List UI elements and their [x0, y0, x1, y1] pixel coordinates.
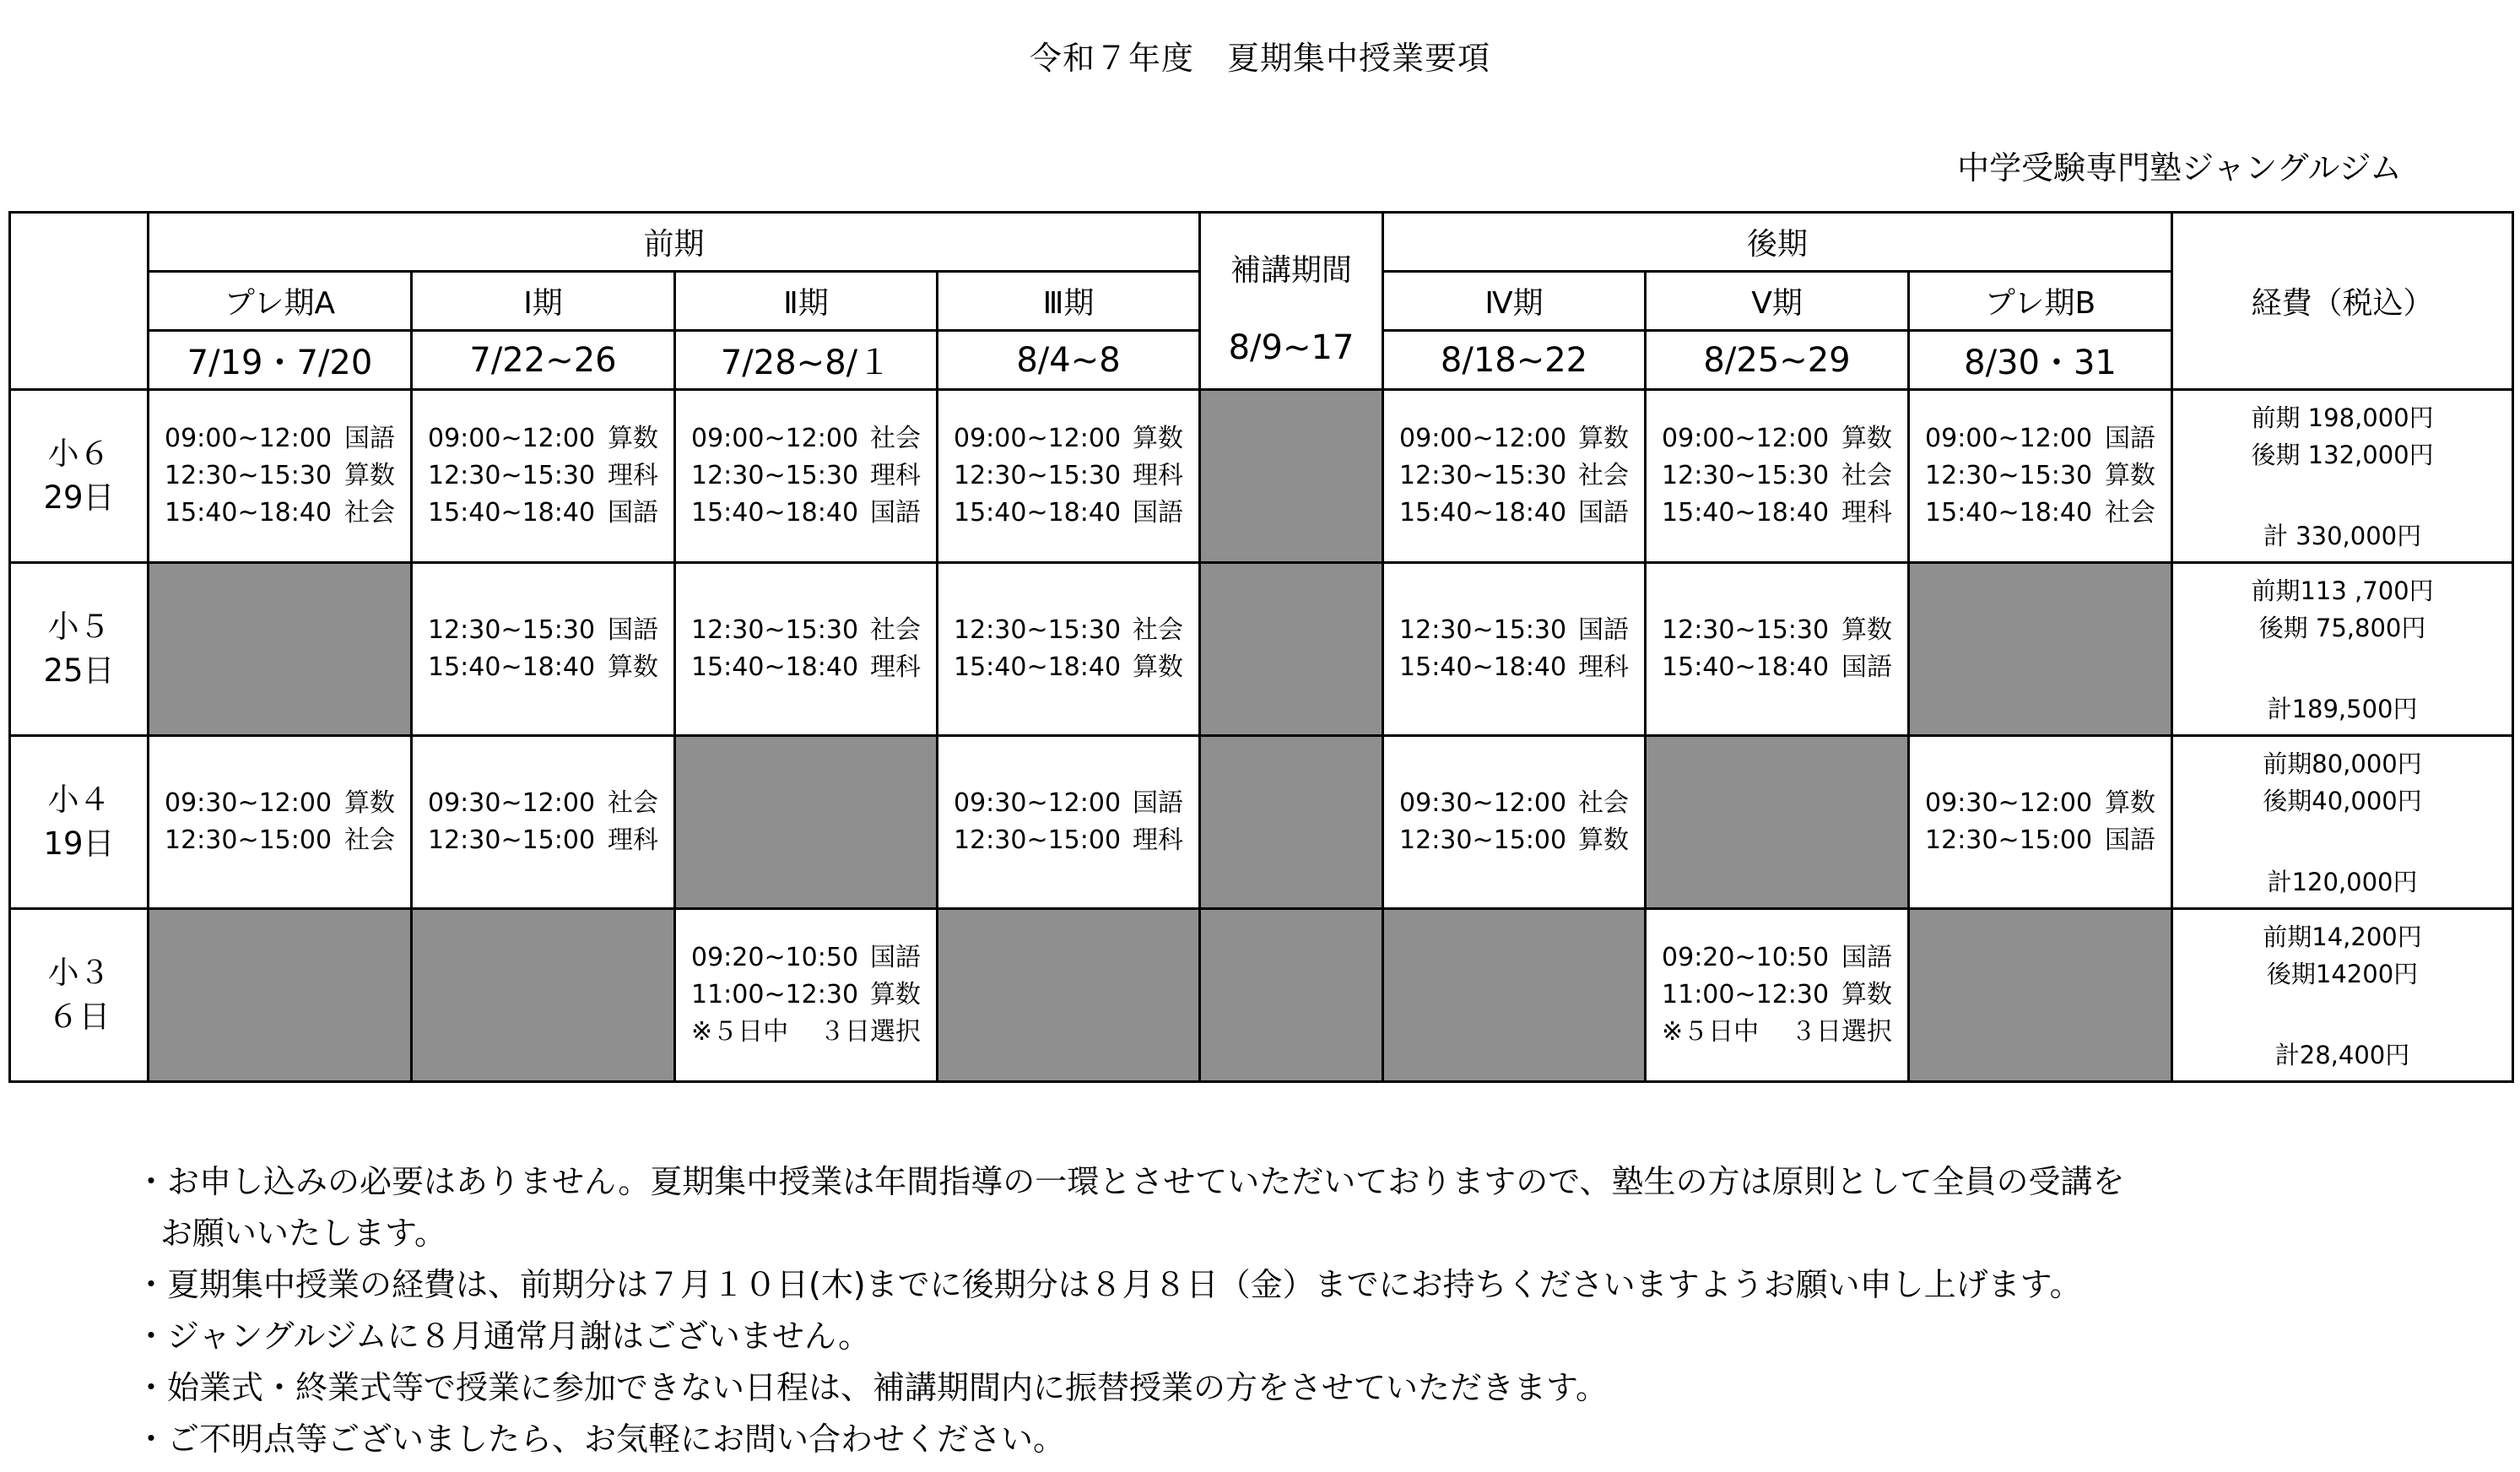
class-time: 15:40~18:40: [691, 652, 859, 682]
schedule-cell: [1646, 390, 1909, 563]
class-time: 09:30~12:00: [954, 788, 1122, 818]
period-date: 7/28~8/１: [675, 331, 938, 390]
class-line: [1399, 822, 1629, 859]
grade-row: [10, 909, 2513, 1082]
schedule-cell: [149, 390, 412, 563]
class-time: 12:30~15:30: [954, 615, 1122, 645]
class-subject: 算数: [608, 652, 658, 682]
class-subject: 理科: [870, 652, 921, 682]
school-name: 中学受験専門塾ジャングルジム: [1957, 149, 2402, 187]
class-time: 09:00~12:00: [1925, 424, 2093, 453]
class-line: [1662, 977, 1892, 1014]
class-line: [1925, 822, 2155, 859]
note-1-cont: お願いいたします。: [160, 1215, 446, 1252]
class-time: 09:00~12:00: [1662, 424, 1830, 453]
hoko-label: 補講期間: [1230, 253, 1353, 288]
class-time: 09:30~12:00: [428, 788, 596, 818]
class-subject: 国語: [1133, 498, 1184, 528]
grade-label: [10, 909, 149, 1082]
schedule-cell: [1909, 736, 2172, 909]
class-subject: 国語: [870, 498, 921, 528]
class-line: [1925, 785, 2155, 822]
class-subject: 国語: [1578, 498, 1630, 528]
empty-cell: [412, 909, 675, 1082]
class-subject: 理科: [870, 461, 921, 490]
class-subject: 理科: [1133, 825, 1184, 855]
class-time: 15:40~18:40: [1662, 652, 1830, 682]
class-time: 12:30~15:30: [1399, 461, 1567, 490]
note-2: ・夏期集中授業の経費は、前期分は７月１０日(木)までに後期分は８月８日（金）までにお持ちくださいますようお願い申し上げます。: [135, 1266, 2082, 1303]
class-time: 15:40~18:40: [165, 498, 333, 528]
grade-days: 19日: [43, 825, 115, 862]
period-date: 7/19・7/20: [149, 331, 412, 390]
class-time: 12:30~15:30: [691, 461, 859, 490]
class-subject: 社会: [1578, 788, 1630, 818]
class-subject: 算数: [1841, 424, 1893, 453]
class-line: [1925, 457, 2155, 495]
schedule-cell: [412, 390, 675, 563]
class-subject: 算数: [608, 424, 658, 453]
class-line: [1662, 939, 1892, 977]
class-subject: 算数: [1578, 825, 1630, 855]
class-time: 09:00~12:00: [165, 424, 333, 453]
class-line: [691, 612, 921, 649]
class-time: 12:30~15:30: [428, 615, 596, 645]
schedule-cell: [675, 390, 938, 563]
kouki-header: 後期: [1383, 213, 2172, 272]
class-line: [1662, 457, 1892, 495]
schedule-cell: [1383, 563, 1646, 736]
class-line: [1399, 785, 1629, 822]
class-line: [428, 649, 658, 686]
class-subject: ３日選択: [1791, 1017, 1893, 1047]
grade-row: [10, 563, 2513, 736]
class-time: 09:20~10:50: [1662, 943, 1830, 972]
cost-header: 経費（税込）: [2172, 213, 2513, 390]
grade-name: 小３: [47, 955, 111, 991]
class-time: 09:00~12:00: [428, 424, 596, 453]
class-subject: 社会: [2105, 498, 2156, 528]
class-line: [691, 939, 921, 977]
period-name: プレ期B: [1909, 272, 2172, 331]
class-subject: 社会: [870, 424, 921, 453]
schedule-cell: [675, 909, 938, 1082]
cost-periods: [2173, 918, 2512, 993]
class-time: ※５日中: [691, 1017, 789, 1047]
class-subject: 社会: [1841, 461, 1893, 490]
schedule-cell: [1383, 390, 1646, 563]
schedule-cell: [1909, 390, 2172, 563]
class-time: 15:40~18:40: [1399, 498, 1567, 528]
cost-kouki: 後期14200円: [2266, 960, 2419, 988]
class-time: 12:30~15:30: [954, 461, 1122, 490]
schedule-cell: [149, 736, 412, 909]
class-line: [691, 977, 921, 1014]
empty-cell: [1909, 909, 2172, 1082]
class-line: [691, 649, 921, 686]
cost-cell: [2172, 736, 2513, 909]
cost-total: 計28,400円: [2274, 1041, 2410, 1069]
cost-cell: [2172, 563, 2513, 736]
class-subject: 国語: [1841, 943, 1893, 972]
cost-total: 計189,500円: [2267, 695, 2418, 723]
class-line: [165, 495, 395, 532]
grade-days: 29日: [43, 479, 115, 516]
class-subject: 社会: [344, 498, 395, 528]
class-time: 09:20~10:50: [691, 943, 859, 972]
class-subject: 社会: [870, 615, 921, 645]
class-line: [1925, 495, 2155, 532]
class-subject: 国語: [2105, 825, 2156, 855]
schedule-cell: [938, 563, 1200, 736]
class-subject: 算数: [1578, 424, 1630, 453]
class-subject: 国語: [608, 615, 658, 645]
cost-cell: [2172, 909, 2513, 1082]
grade-row: [10, 736, 2513, 909]
cost-kouki: 後期 132,000円: [2251, 441, 2434, 469]
hoko-cell: [1200, 909, 1383, 1082]
class-subject: 理科: [1578, 652, 1630, 682]
class-time: 09:30~12:00: [1399, 788, 1567, 818]
note-4: ・始業式・終業式等で授業に参加できない日程は、補講期間内に振替授業の方をさせていただきます。: [135, 1369, 1608, 1406]
schedule-table: [8, 211, 2514, 1083]
grade-days: 25日: [43, 652, 115, 689]
corner-cell: [10, 213, 149, 390]
grade-name: 小５: [47, 609, 111, 645]
cost-total: 計 330,000円: [2263, 522, 2422, 550]
period-date: 7/22~26: [412, 331, 675, 390]
hoko-cell: [1200, 736, 1383, 909]
empty-cell: [675, 736, 938, 909]
class-time: 12:30~15:00: [1399, 825, 1567, 855]
class-subject: 算数: [1133, 424, 1184, 453]
period-name: Ⅲ期: [938, 272, 1200, 331]
class-subject: 国語: [1133, 788, 1184, 818]
class-time: 15:40~18:40: [1662, 498, 1830, 528]
schedule-cell: [675, 563, 938, 736]
class-line: [428, 495, 658, 532]
class-time: 12:30~15:30: [165, 461, 333, 490]
class-time: 09:30~12:00: [1925, 788, 2093, 818]
class-line: [1925, 420, 2155, 457]
class-subject: 理科: [1841, 498, 1893, 528]
class-time: 12:30~15:30: [691, 615, 859, 645]
class-subject: 社会: [608, 788, 658, 818]
class-line: [1662, 1014, 1892, 1051]
class-subject: 国語: [1578, 615, 1630, 645]
schedule-cell: [412, 736, 675, 909]
class-time: 12:30~15:00: [428, 825, 596, 855]
class-time: 12:30~15:30: [1399, 615, 1567, 645]
cost-periods: [2173, 572, 2512, 647]
schedule-cell: [1646, 563, 1909, 736]
empty-cell: [1909, 563, 2172, 736]
class-line: [954, 457, 1183, 495]
class-line: [165, 457, 395, 495]
class-line: [1662, 420, 1892, 457]
class-subject: 算数: [344, 788, 395, 818]
cost-cell: [2172, 390, 2513, 563]
zenki-header: 前期: [149, 213, 1200, 272]
class-line: [954, 420, 1183, 457]
period-name: Ⅰ期: [412, 272, 675, 331]
class-subject: 社会: [1578, 461, 1630, 490]
class-line: [165, 785, 395, 822]
grade-label: [10, 390, 149, 563]
class-time: 15:40~18:40: [954, 652, 1122, 682]
class-subject: 国語: [870, 943, 921, 972]
notes: [135, 1156, 2125, 1465]
hoko-cell: [1200, 390, 1383, 563]
cost-zenki: 前期 198,000円: [2251, 403, 2434, 432]
class-time: 12:30~15:00: [165, 825, 333, 855]
class-subject: 国語: [2105, 424, 2156, 453]
grade-name: 小６: [47, 436, 111, 472]
class-time: 09:00~12:00: [954, 424, 1122, 453]
empty-cell: [149, 909, 412, 1082]
class-line: [1399, 612, 1629, 649]
class-time: 09:00~12:00: [691, 424, 859, 453]
schedule-cell: [938, 736, 1200, 909]
class-line: [691, 1014, 921, 1051]
page-title: 令和７年度 夏期集中授業要項: [1029, 40, 1490, 77]
period-name: プレ期A: [149, 272, 412, 331]
class-line: [954, 495, 1183, 532]
empty-cell: [1383, 909, 1646, 1082]
class-line: [428, 420, 658, 457]
class-time: 15:40~18:40: [428, 498, 596, 528]
class-line: [165, 420, 395, 457]
period-name: Ⅳ期: [1383, 272, 1646, 331]
class-time: 12:30~15:30: [1925, 461, 2093, 490]
class-line: [1399, 495, 1629, 532]
class-line: [1662, 612, 1892, 649]
cost-kouki: 後期40,000円: [2263, 787, 2422, 815]
class-subject: 理科: [608, 461, 658, 490]
class-time: 12:30~15:30: [428, 461, 596, 490]
class-line: [954, 649, 1183, 686]
class-line: [691, 420, 921, 457]
class-subject: 算数: [1133, 652, 1184, 682]
class-time: 15:40~18:40: [428, 652, 596, 682]
class-time: 15:40~18:40: [954, 498, 1122, 528]
class-subject: 算数: [1841, 980, 1893, 1009]
class-line: [954, 612, 1183, 649]
schedule-cell: [1383, 736, 1646, 909]
grade-days: ６日: [47, 998, 111, 1035]
schedule-cell: [938, 390, 1200, 563]
cost-zenki: 前期14,200円: [2263, 923, 2422, 951]
class-line: [1399, 457, 1629, 495]
schedule-cell: [1646, 909, 1909, 1082]
class-time: 09:30~12:00: [165, 788, 333, 818]
grade-row: [10, 390, 2513, 563]
class-line: [691, 495, 921, 532]
class-line: [1399, 649, 1629, 686]
class-time: 09:00~12:00: [1399, 424, 1567, 453]
class-subject: 算数: [2105, 788, 2156, 818]
class-line: [165, 822, 395, 859]
class-line: [428, 457, 658, 495]
note-3: ・ジャングルジムに８月通常月謝はございません。: [135, 1318, 871, 1355]
class-time: 12:30~15:30: [1662, 615, 1830, 645]
class-line: [428, 785, 658, 822]
class-subject: 算数: [870, 980, 921, 1009]
class-time: 15:40~18:40: [691, 498, 859, 528]
cost-periods: [2173, 745, 2512, 820]
class-time: 12:30~15:00: [954, 825, 1122, 855]
cost-periods: [2173, 399, 2512, 474]
note-1: ・お申し込みの必要はありません。夏期集中授業は年間指導の一環とさせていただいておりますので、塾生の方は原則として全員の受講を: [135, 1163, 2125, 1200]
class-line: [954, 785, 1183, 822]
empty-cell: [149, 563, 412, 736]
class-time: 15:40~18:40: [1925, 498, 2093, 528]
cost-kouki: 後期 75,800円: [2258, 614, 2426, 642]
class-time: 12:30~15:30: [1662, 461, 1830, 490]
class-time: 11:00~12:30: [1662, 980, 1830, 1009]
class-subject: 算数: [344, 461, 395, 490]
class-time: ※５日中: [1662, 1017, 1760, 1047]
class-subject: ３日選択: [819, 1017, 921, 1047]
cost-total: 計120,000円: [2267, 868, 2418, 896]
class-line: [1662, 649, 1892, 686]
hoko-header: [1200, 213, 1383, 390]
period-name: Ⅴ期: [1646, 272, 1909, 331]
class-subject: 理科: [1133, 461, 1184, 490]
class-time: 11:00~12:30: [691, 980, 859, 1009]
class-subject: 国語: [1841, 652, 1893, 682]
grade-label: [10, 736, 149, 909]
grade-label: [10, 563, 149, 736]
period-date: 8/18~22: [1383, 331, 1646, 390]
class-subject: 算数: [1841, 615, 1893, 645]
empty-cell: [1646, 736, 1909, 909]
cost-zenki: 前期113 ,700円: [2251, 576, 2434, 605]
hoko-cell: [1200, 563, 1383, 736]
class-line: [428, 612, 658, 649]
class-subject: 社会: [1133, 615, 1184, 645]
class-subject: 理科: [608, 825, 658, 855]
class-subject: 国語: [608, 498, 658, 528]
class-subject: 社会: [344, 825, 395, 855]
class-line: [691, 457, 921, 495]
class-time: 15:40~18:40: [1399, 652, 1567, 682]
class-time: 12:30~15:00: [1925, 825, 2093, 855]
period-date: 8/25~29: [1646, 331, 1909, 390]
period-name: Ⅱ期: [675, 272, 938, 331]
empty-cell: [938, 909, 1200, 1082]
schedule-cell: [412, 563, 675, 736]
class-line: [954, 822, 1183, 859]
hoko-date: 8/9~17: [1228, 328, 1355, 367]
class-line: [1399, 420, 1629, 457]
grade-name: 小４: [47, 782, 111, 818]
class-line: [428, 822, 658, 859]
period-date: 8/30・31: [1909, 331, 2172, 390]
class-subject: 算数: [2105, 461, 2156, 490]
class-subject: 国語: [344, 424, 395, 453]
cost-zenki: 前期80,000円: [2263, 750, 2422, 778]
note-5: ・ご不明点等ございましたら、お気軽にお問い合わせください。: [135, 1421, 1066, 1458]
period-date: 8/4~8: [938, 331, 1200, 390]
class-line: [1662, 495, 1892, 532]
